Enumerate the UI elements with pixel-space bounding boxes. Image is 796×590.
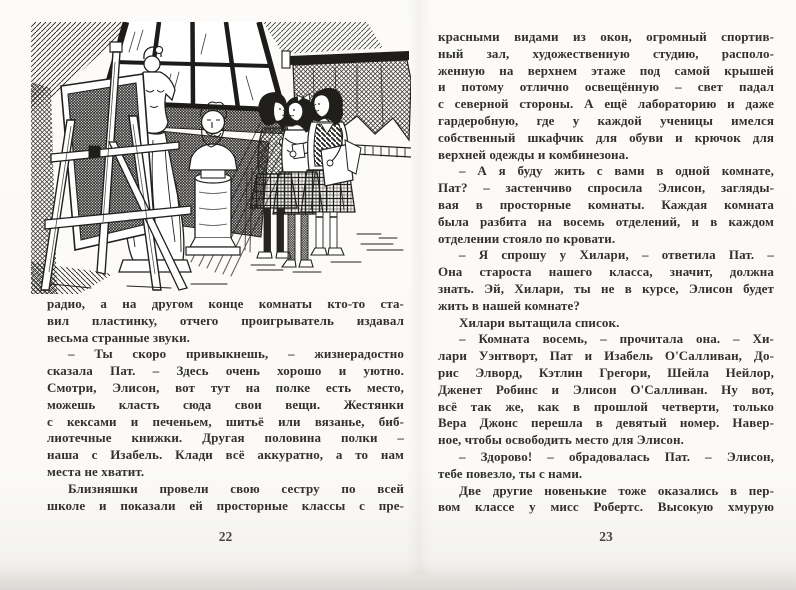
text-line: тебе повезло, ты с нами. bbox=[438, 465, 583, 481]
text-line: Близняшки провели свою сестру по всей bbox=[68, 480, 404, 496]
text-line: Она староста нашего класса, значит, должна bbox=[438, 264, 774, 280]
text-line: знать. Эй, Хилари, ты не в курсе, Элисон будет bbox=[438, 280, 774, 296]
text-line: ное, чтобы освободить место для Элисон. bbox=[438, 432, 684, 448]
text-line: ный зал, художественную студию, располо- bbox=[438, 45, 774, 61]
text-line: лари Уэнтворт, Пат и Изабель О'Салливан, До- bbox=[438, 348, 774, 364]
text-line: Вера Джонс перешла в девятый номер. Навер- bbox=[438, 415, 774, 431]
page-bottom-edge-shadow bbox=[0, 560, 796, 590]
text-line: всё так же, как в прошлой четверти, только bbox=[438, 398, 774, 414]
text-line: рис Элворд, Кэтлин Грегори, Шейла Нейлор, bbox=[438, 364, 774, 380]
text-line: – Я спрошу у Хилари, – ответила Пат. – bbox=[459, 247, 774, 263]
text-line: женную на верхнем этаже под самой крышей bbox=[438, 62, 774, 78]
text-line: – Здорово! – обрадовалась Пат. – Элисон, bbox=[459, 448, 774, 464]
text-line: места не хватит. bbox=[47, 463, 145, 479]
text-line: Дженет Робинс и Элисон О'Салливан. Ну вот, bbox=[438, 381, 774, 397]
text-line: с кексами и печеньем, шитьё или вязанье, биб- bbox=[47, 413, 404, 429]
text-line: лиотечные книжки. Другая половина полки – bbox=[47, 430, 404, 446]
text-line: красными видами из окон, огромный спортив- bbox=[438, 29, 774, 44]
text-line: с северной стороны. А ещё лабораторию и даже bbox=[438, 96, 774, 112]
text-line: наша с Изабель. Клади всё аккуратно, а то нам bbox=[47, 447, 404, 463]
text-line: радио, а на другом конце комнаты кто-то ста- bbox=[47, 296, 404, 311]
text-line: – А я буду жить с вами в одной комнате, bbox=[459, 163, 774, 179]
studio-illustration bbox=[31, 22, 411, 294]
text-line: вом классе у мисс Робертс. Высокую хмурую bbox=[438, 499, 774, 515]
text-line: Две другие новенькие тоже оказались в пер- bbox=[459, 482, 774, 498]
right-page-number: 23 bbox=[599, 529, 613, 544]
text-line: весьма странные звуки. bbox=[47, 329, 191, 345]
text-line: верхней одежды и комбинезона. bbox=[438, 146, 629, 162]
text-line: – Комната восемь, – прочитала она. – Хи- bbox=[459, 331, 774, 347]
text-line: Пат? – застенчиво спросила Элисон, загляды- bbox=[438, 180, 774, 196]
text-line: – Ты скоро привыкнешь, – жизнерадостно bbox=[68, 346, 404, 362]
text-line: жить в нашей комнате? bbox=[438, 297, 581, 313]
text-line: сказала Пат. – Здесь очень хорошо и уютно. bbox=[47, 363, 404, 379]
text-line: можешь класть сюда свои вещи. Жестянки bbox=[47, 396, 404, 412]
text-line: Смотри, Элисон, вот тут на полке есть место, bbox=[47, 379, 404, 395]
text-line: собственный шкафчик для обуви и крючок для bbox=[438, 129, 774, 145]
text-line: гардеробную, где у каждой ученицы имелся bbox=[438, 112, 774, 128]
text-line: и потому отлично освещённую – свет падал bbox=[438, 79, 774, 95]
text-line: вил пластинку, отчего проигрыватель издавал bbox=[47, 312, 404, 328]
text-line: вая в просторные комнаты. Каждая комната bbox=[438, 196, 774, 212]
left-page-text bbox=[47, 296, 404, 514]
text-line: Хилари вытащила список. bbox=[459, 314, 620, 330]
right-page-text bbox=[438, 29, 774, 516]
text-line: школе и показали ей просторные классы с пре- bbox=[47, 497, 404, 513]
text-line: была разбита на восемь отделений, и в каждом bbox=[438, 213, 774, 229]
left-page-number: 22 bbox=[218, 529, 233, 544]
text-line: отделении стояло по кровати. bbox=[438, 230, 616, 246]
